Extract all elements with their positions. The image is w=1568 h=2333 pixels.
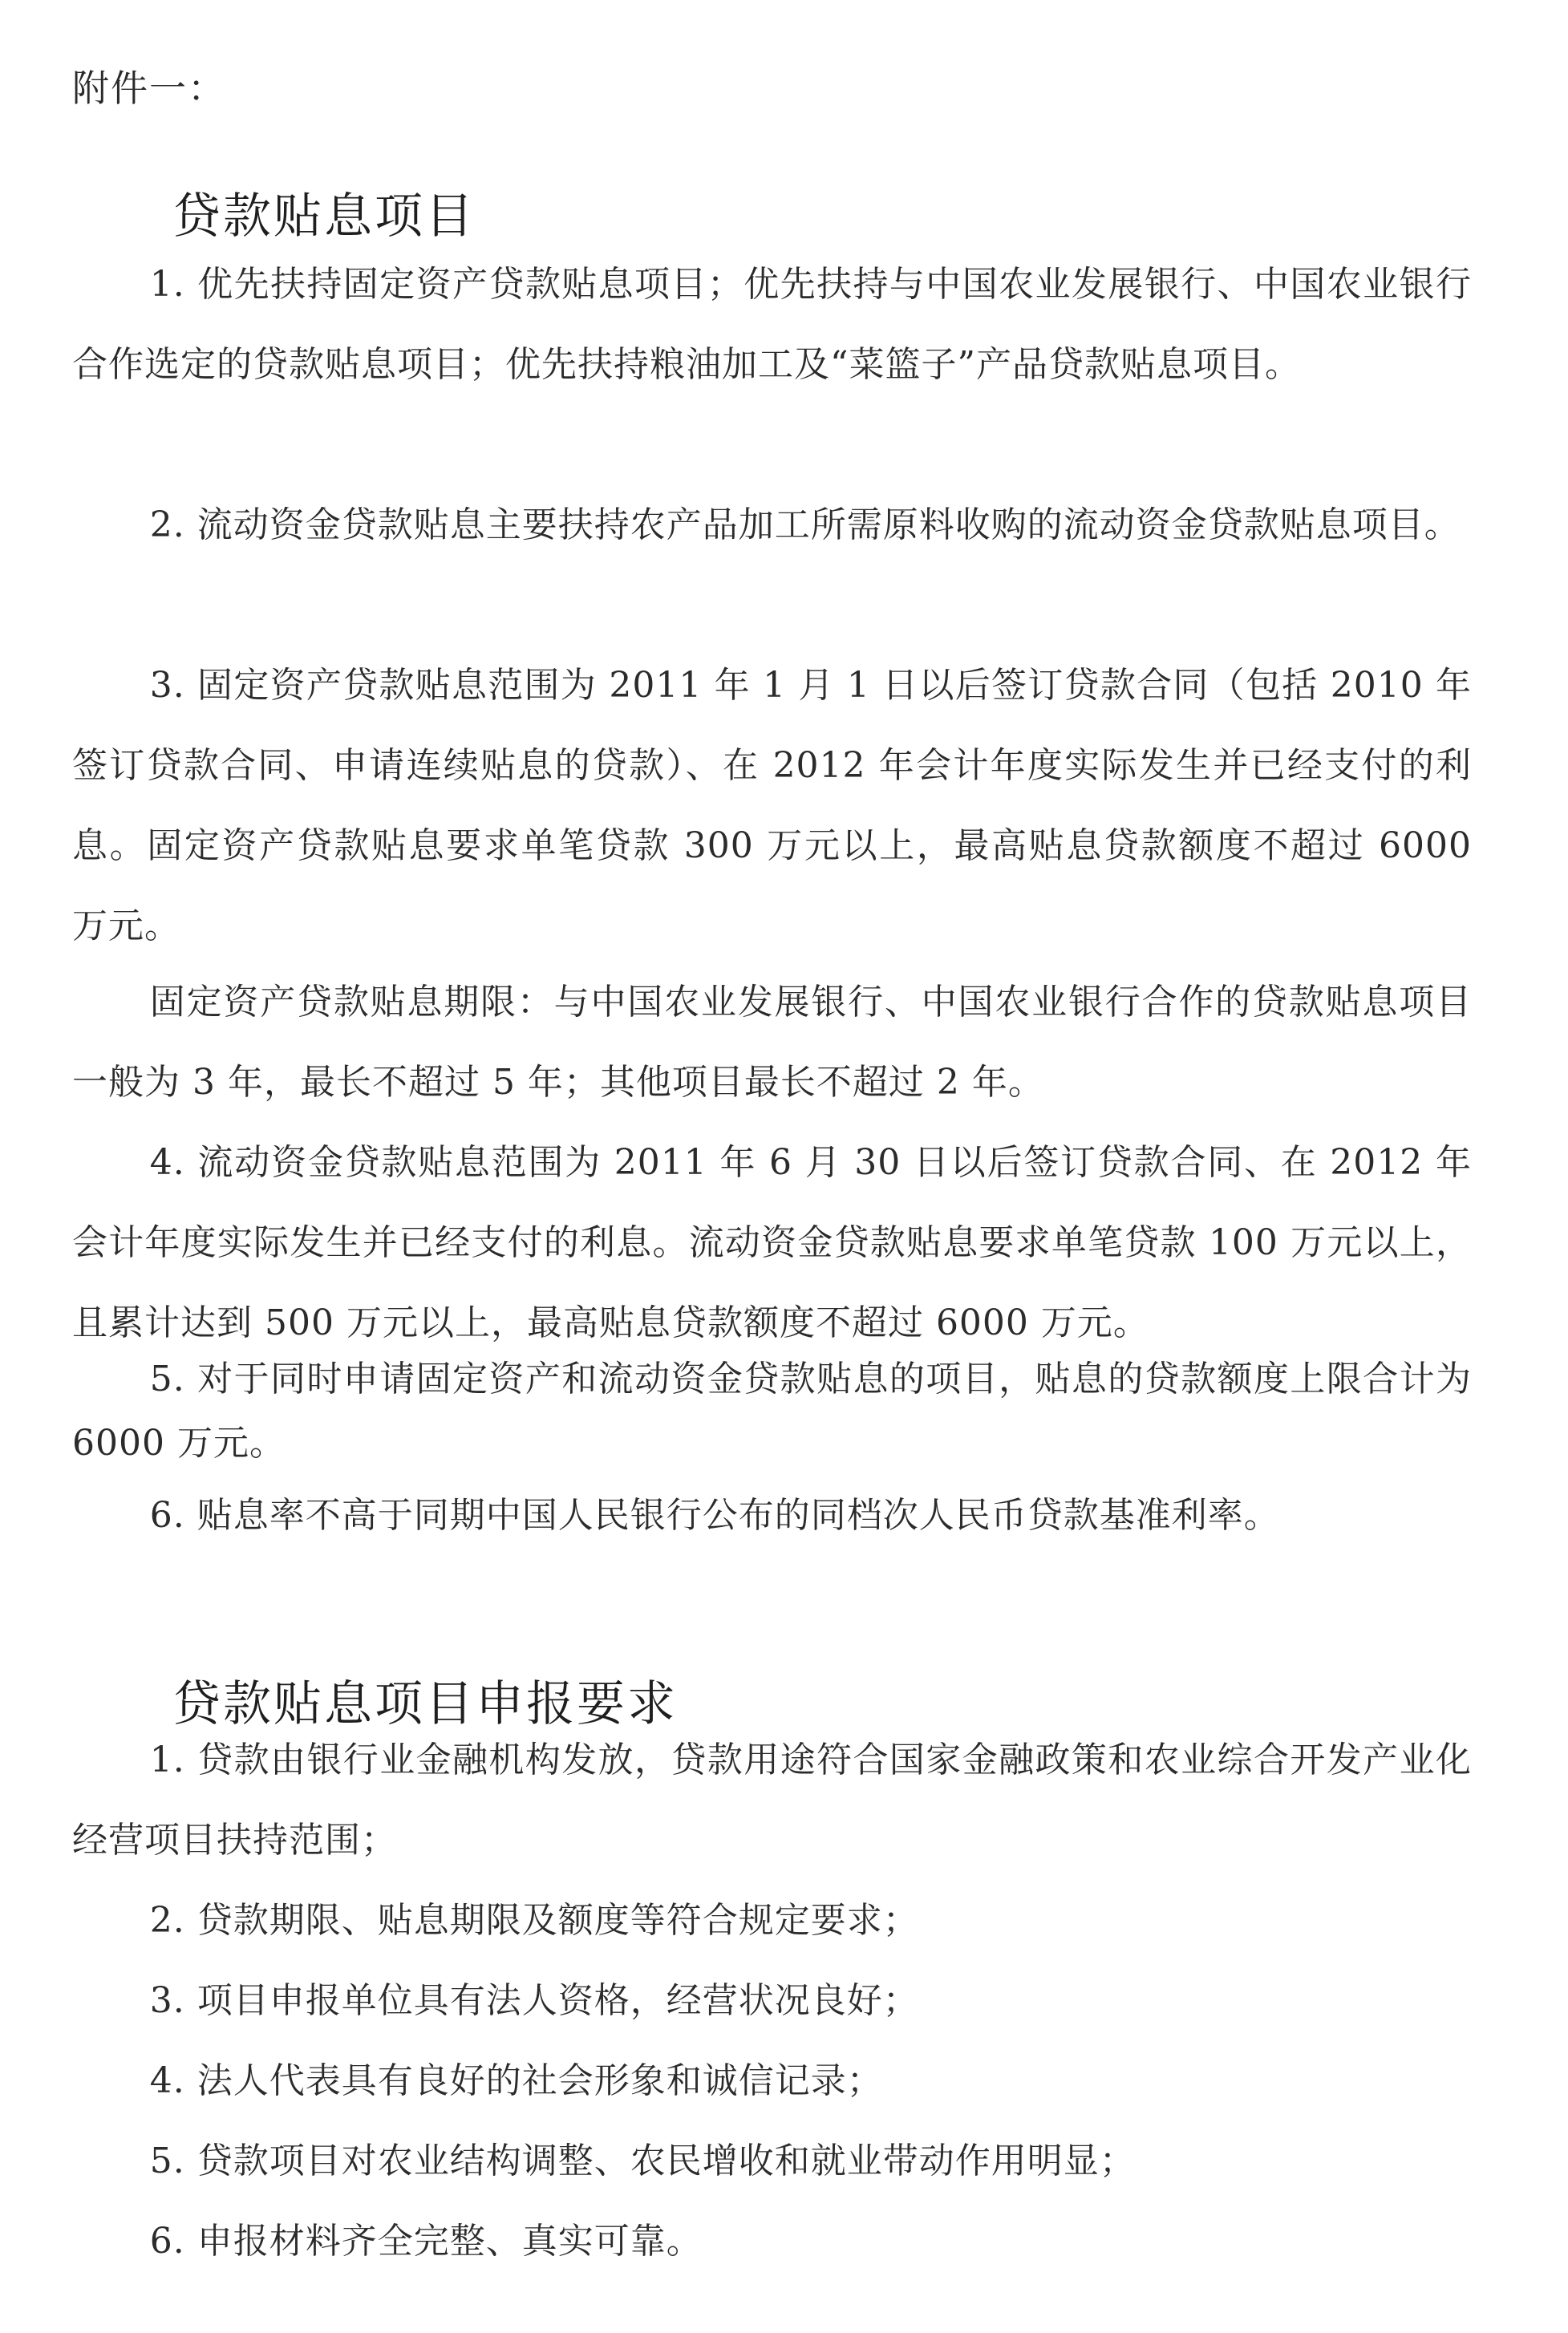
requirement-item: 3. 项目申报单位具有法人资格，经营状况良好；	[149, 1980, 919, 2021]
attachment-label: 附件一：	[72, 67, 226, 110]
requirement-item: 2. 贷款期限、贴息期限及额度等符合规定要求；	[149, 1900, 919, 1941]
paragraph-fixed-asset-scope: 3. 固定资产贷款贴息范围为 2011 年 1 月 1 日以后签订贷款合同（包括 2010 年签订贷款合同、申请连续贴息的贷款）、在 2012 年会计年度实际发生并已经支付的利息。固定资产贷款贴息要求单笔贷款 300 万元以上，最高贴息贷款额度不超过 6000 万元。	[72, 665, 1472, 946]
paragraph-working-capital-support: 2. 流动资金贷款贴息主要扶持农产品加工所需原料收购的流动资金贷款贴息项目。	[149, 504, 1461, 545]
requirement-item: 4. 法人代表具有良好的社会形象和诚信记录；	[149, 2060, 883, 2101]
paragraph-fixed-asset-term: 固定资产贷款贴息期限：与中国农业发展银行、中国农业银行合作的贷款贴息项目一般为 3 年，最长不超过 5 年；其他项目最长不超过 2 年。	[72, 982, 1472, 1103]
paragraph-priority-support: 1. 优先扶持固定资产贷款贴息项目；优先扶持与中国农业发展银行、中国农业银行合作选定的贷款贴息项目；优先扶持粮油加工及“菜篮子”产品贷款贴息项目。	[72, 264, 1472, 385]
paragraph-combined-limit: 5. 对于同时申请固定资产和流动资金贷款贴息的项目，贴息的贷款额度上限合计为 6000 万元。	[72, 1359, 1472, 1464]
requirement-item: 1. 贷款由银行业金融机构发放，贷款用途符合国家金融政策和农业综合开发产业化经营项目扶持范围；	[72, 1740, 1472, 1861]
section-title-loan-subsidy-projects: 贷款贴息项目	[172, 188, 476, 245]
requirement-item: 6. 申报材料齐全完整、真实可靠。	[149, 2221, 703, 2262]
requirement-item: 5. 贷款项目对农业结构调整、农民增收和就业带动作用明显；	[149, 2141, 1136, 2181]
paragraph-working-capital-scope: 4. 流动资金贷款贴息范围为 2011 年 6 月 30 日以后签订贷款合同、在 2012 年会计年度实际发生并已经支付的利息。流动资金贷款贴息要求单笔贷款 100 万元以上，且累计达到 500 万元以上，最高贴息贷款额度不超过 6000 万元。	[72, 1142, 1472, 1343]
paragraph-subsidy-rate: 6. 贴息率不高于同期中国人民银行公布的同档次人民币贷款基准利率。	[149, 1495, 1280, 1536]
section-title-application-requirements: 贷款贴息项目申报要求	[172, 1676, 678, 1733]
